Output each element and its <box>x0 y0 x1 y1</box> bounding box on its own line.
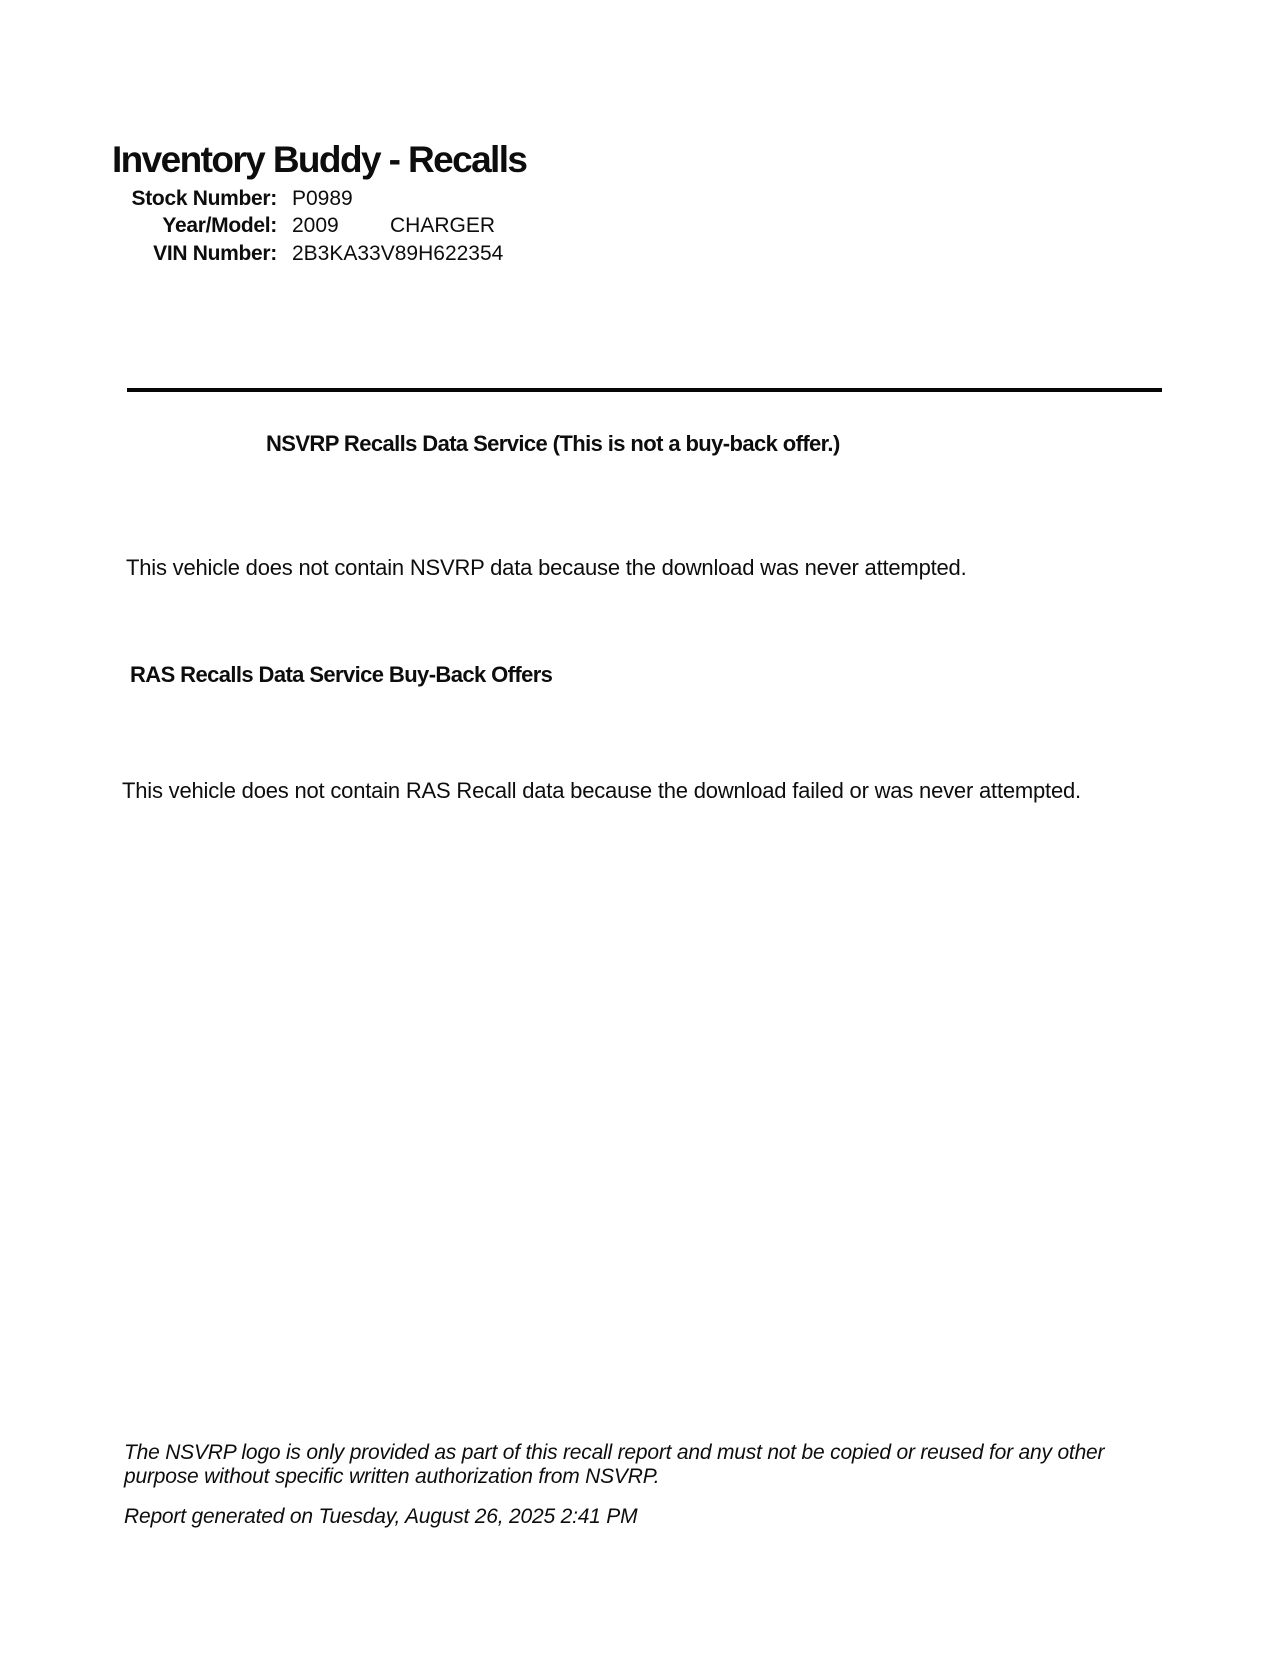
report-generated-timestamp: Report generated on Tuesday, August 26, 2025 2:41 PM <box>124 1505 638 1528</box>
nsvrp-section-heading: NSVRP Recalls Data Service (This is not a buy-back offer.) <box>266 431 840 456</box>
page-title: Inventory Buddy - Recalls <box>112 139 527 180</box>
year-value: 2009 <box>292 214 339 238</box>
section-divider <box>127 388 1162 392</box>
vin-number-value: 2B3KA33V89H622354 <box>292 241 504 265</box>
year-model-label: Year/Model: <box>162 214 277 238</box>
nsvrp-logo-disclaimer: The NSVRP logo is only provided as part of this recall report and must not be copied or reused for any other purpose without specific written authorization from NSVRP. <box>124 1441 1105 1488</box>
info-row-stock <box>0 185 503 212</box>
ras-status-message: This vehicle does not contain RAS Recall data because the download failed or was never attempted. <box>122 778 1081 803</box>
stock-number-label: Stock Number: <box>131 187 277 210</box>
nsvrp-status-message: This vehicle does not contain NSVRP data because the download was never attempted. <box>126 555 967 580</box>
info-row-vin <box>0 240 503 267</box>
info-row-year-model <box>0 212 503 239</box>
stock-number-value: P0989 <box>292 187 353 210</box>
ras-section-heading: RAS Recalls Data Service Buy-Back Offers <box>130 662 553 687</box>
model-value: CHARGER <box>390 214 496 238</box>
vin-number-label: VIN Number: <box>153 241 277 265</box>
vehicle-info <box>0 185 503 267</box>
